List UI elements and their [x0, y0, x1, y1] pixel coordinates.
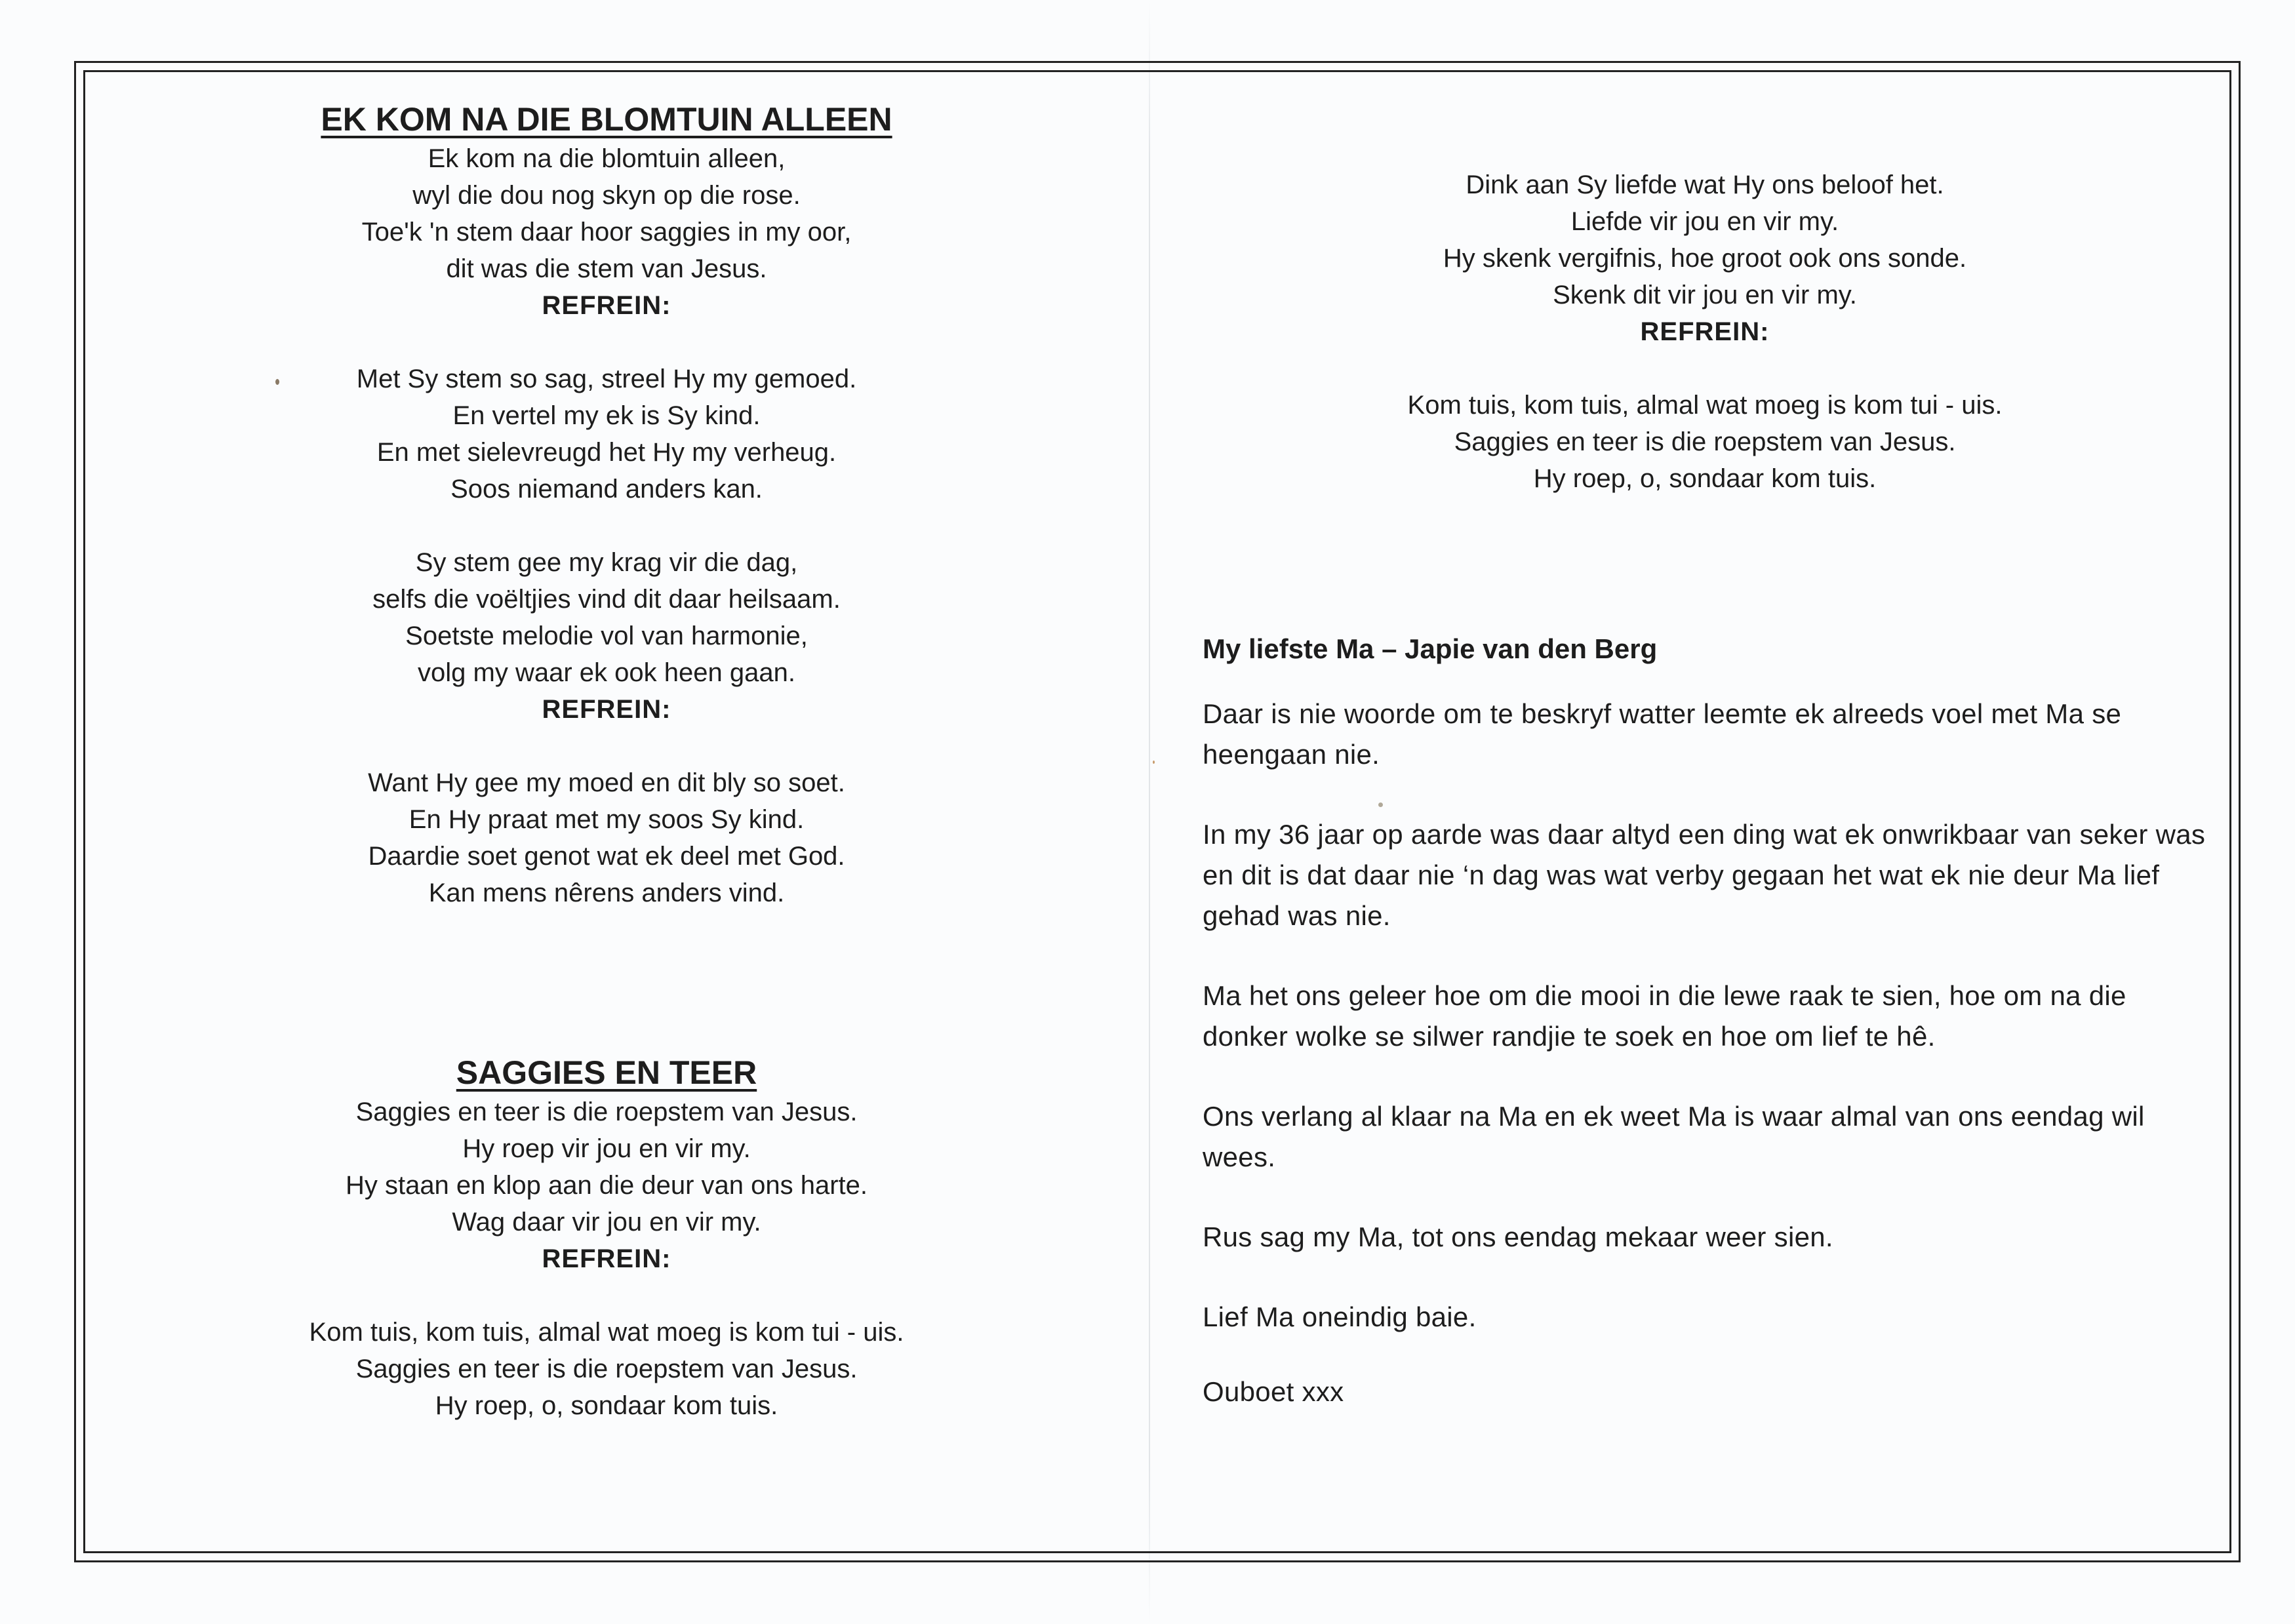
lyric-line: Kom tuis, kom tuis, almal wat moeg is kom tui - uis. — [1407, 391, 2003, 420]
lyric-line: Liefde vir jou en vir my. — [1570, 207, 1839, 236]
lyric-line: Ek kom na die blomtuin alleen, — [428, 144, 786, 173]
lyric-line: En Hy praat met my soos Sy kind. — [409, 805, 805, 834]
lyric-line: Daardie soet genot wat ek deel met God. — [368, 842, 845, 871]
lyric-line: Kom tuis, kom tuis, almal wat moeg is kom tui - uis. — [309, 1318, 904, 1347]
lyric-line: Toe'k 'n stem daar hoor saggies in my oor, — [361, 218, 852, 247]
refrein-label: REFREIN: — [542, 1244, 671, 1273]
refrein-label: REFREIN: — [542, 695, 671, 724]
lyric-line: Wag daar vir jou en vir my. — [452, 1208, 761, 1237]
letter-paragraph: Daar is nie woorde om te beskryf watter leemte ek alreeds voel met Ma se heengaan nie. — [1203, 698, 2122, 770]
lyric-line: Hy skenk vergifnis, hoe groot ook ons sonde. — [1443, 244, 1967, 273]
lyric-line: Hy roep vir jou en vir my. — [462, 1134, 751, 1163]
lyric-line: volg my waar ek ook heen gaan. — [418, 658, 795, 687]
lyric-line: selfs die voëltjies vind dit daar heilsaam. — [372, 585, 841, 614]
tribute-letter — [1203, 629, 2212, 1452]
lyric-line: Hy roep, o, sondaar kom tuis. — [435, 1391, 778, 1420]
refrein-label: REFREIN: — [542, 291, 671, 320]
refrein-label: REFREIN: — [1640, 317, 1770, 346]
lyric-line: Sy stem gee my krag vir die dag, — [415, 548, 798, 577]
lyric-line: Soetste melodie vol van harmonie, — [405, 622, 808, 650]
lyric-line: dit was die stem van Jesus. — [446, 254, 767, 283]
lyric-line: Saggies en teer is die roepstem van Jesus. — [355, 1355, 858, 1383]
song-ek-kom-na-die-blomtuin — [203, 98, 1010, 911]
lyric-line: Want Hy gee my moed en dit bly so soet. — [368, 768, 845, 797]
song-saggies-en-teer — [203, 1052, 1010, 1424]
lyric-line: Dink aan Sy liefde wat Hy ons beloof het. — [1466, 170, 1944, 199]
letter-paragraph: In my 36 jaar op aarde was daar altyd een ding wat ek onwrikbaar van seker was en dit is dat daar nie ‘n dag was wat verby gegaan het wat ek nie deur Ma lief gehad was nie. — [1203, 819, 2206, 931]
lyric-line: Saggies en teer is die roepstem van Jesus. — [1454, 427, 1956, 456]
lyric-line: wyl die dou nog skyn op die rose. — [412, 181, 801, 210]
song-saggies-en-teer-continued — [1298, 167, 2111, 497]
letter-paragraph: Lief Ma oneindig baie. — [1203, 1301, 1477, 1332]
letter-paragraph: Ons verlang al klaar na Ma en ek weet Ma is waar almal van ons eendag wil wees. — [1203, 1101, 2145, 1172]
song-title: EK KOM NA DIE BLOMTUIN ALLEEN — [321, 101, 892, 138]
letter-paragraph: Rus sag my Ma, tot ons eendag mekaar weer sien. — [1203, 1221, 1833, 1252]
lyric-line: Hy roep, o, sondaar kom tuis. — [1533, 464, 1877, 493]
lyric-line: Soos niemand anders kan. — [450, 475, 763, 504]
letter-paragraph: Ma het ons geleer hoe om die mooi in die lewe raak te sien, hoe om na die donker wolke se silwer randjie te soek en hoe om lief te hê. — [1203, 980, 2126, 1052]
lyric-line: Kan mens nêrens anders vind. — [428, 879, 785, 907]
letter-signature: Ouboet xxx — [1203, 1376, 1344, 1407]
lyric-line: Saggies en teer is die roepstem van Jesus. — [355, 1098, 858, 1126]
scan-speck — [1153, 761, 1155, 764]
lyric-line: Hy staan en klop aan die deur van ons harte. — [345, 1171, 868, 1200]
lyric-line: Met Sy stem so sag, streel Hy my gemoed. — [356, 365, 857, 393]
song-title: SAGGIES EN TEER — [456, 1054, 757, 1091]
letter-heading: My liefste Ma – Japie van den Berg — [1203, 633, 1658, 664]
lyric-line: Skenk dit vir jou en vir my. — [1553, 281, 1857, 309]
lyric-line: En vertel my ek is Sy kind. — [452, 401, 761, 430]
lyric-line: En met sielevreugd het Hy my verheug. — [376, 438, 837, 467]
